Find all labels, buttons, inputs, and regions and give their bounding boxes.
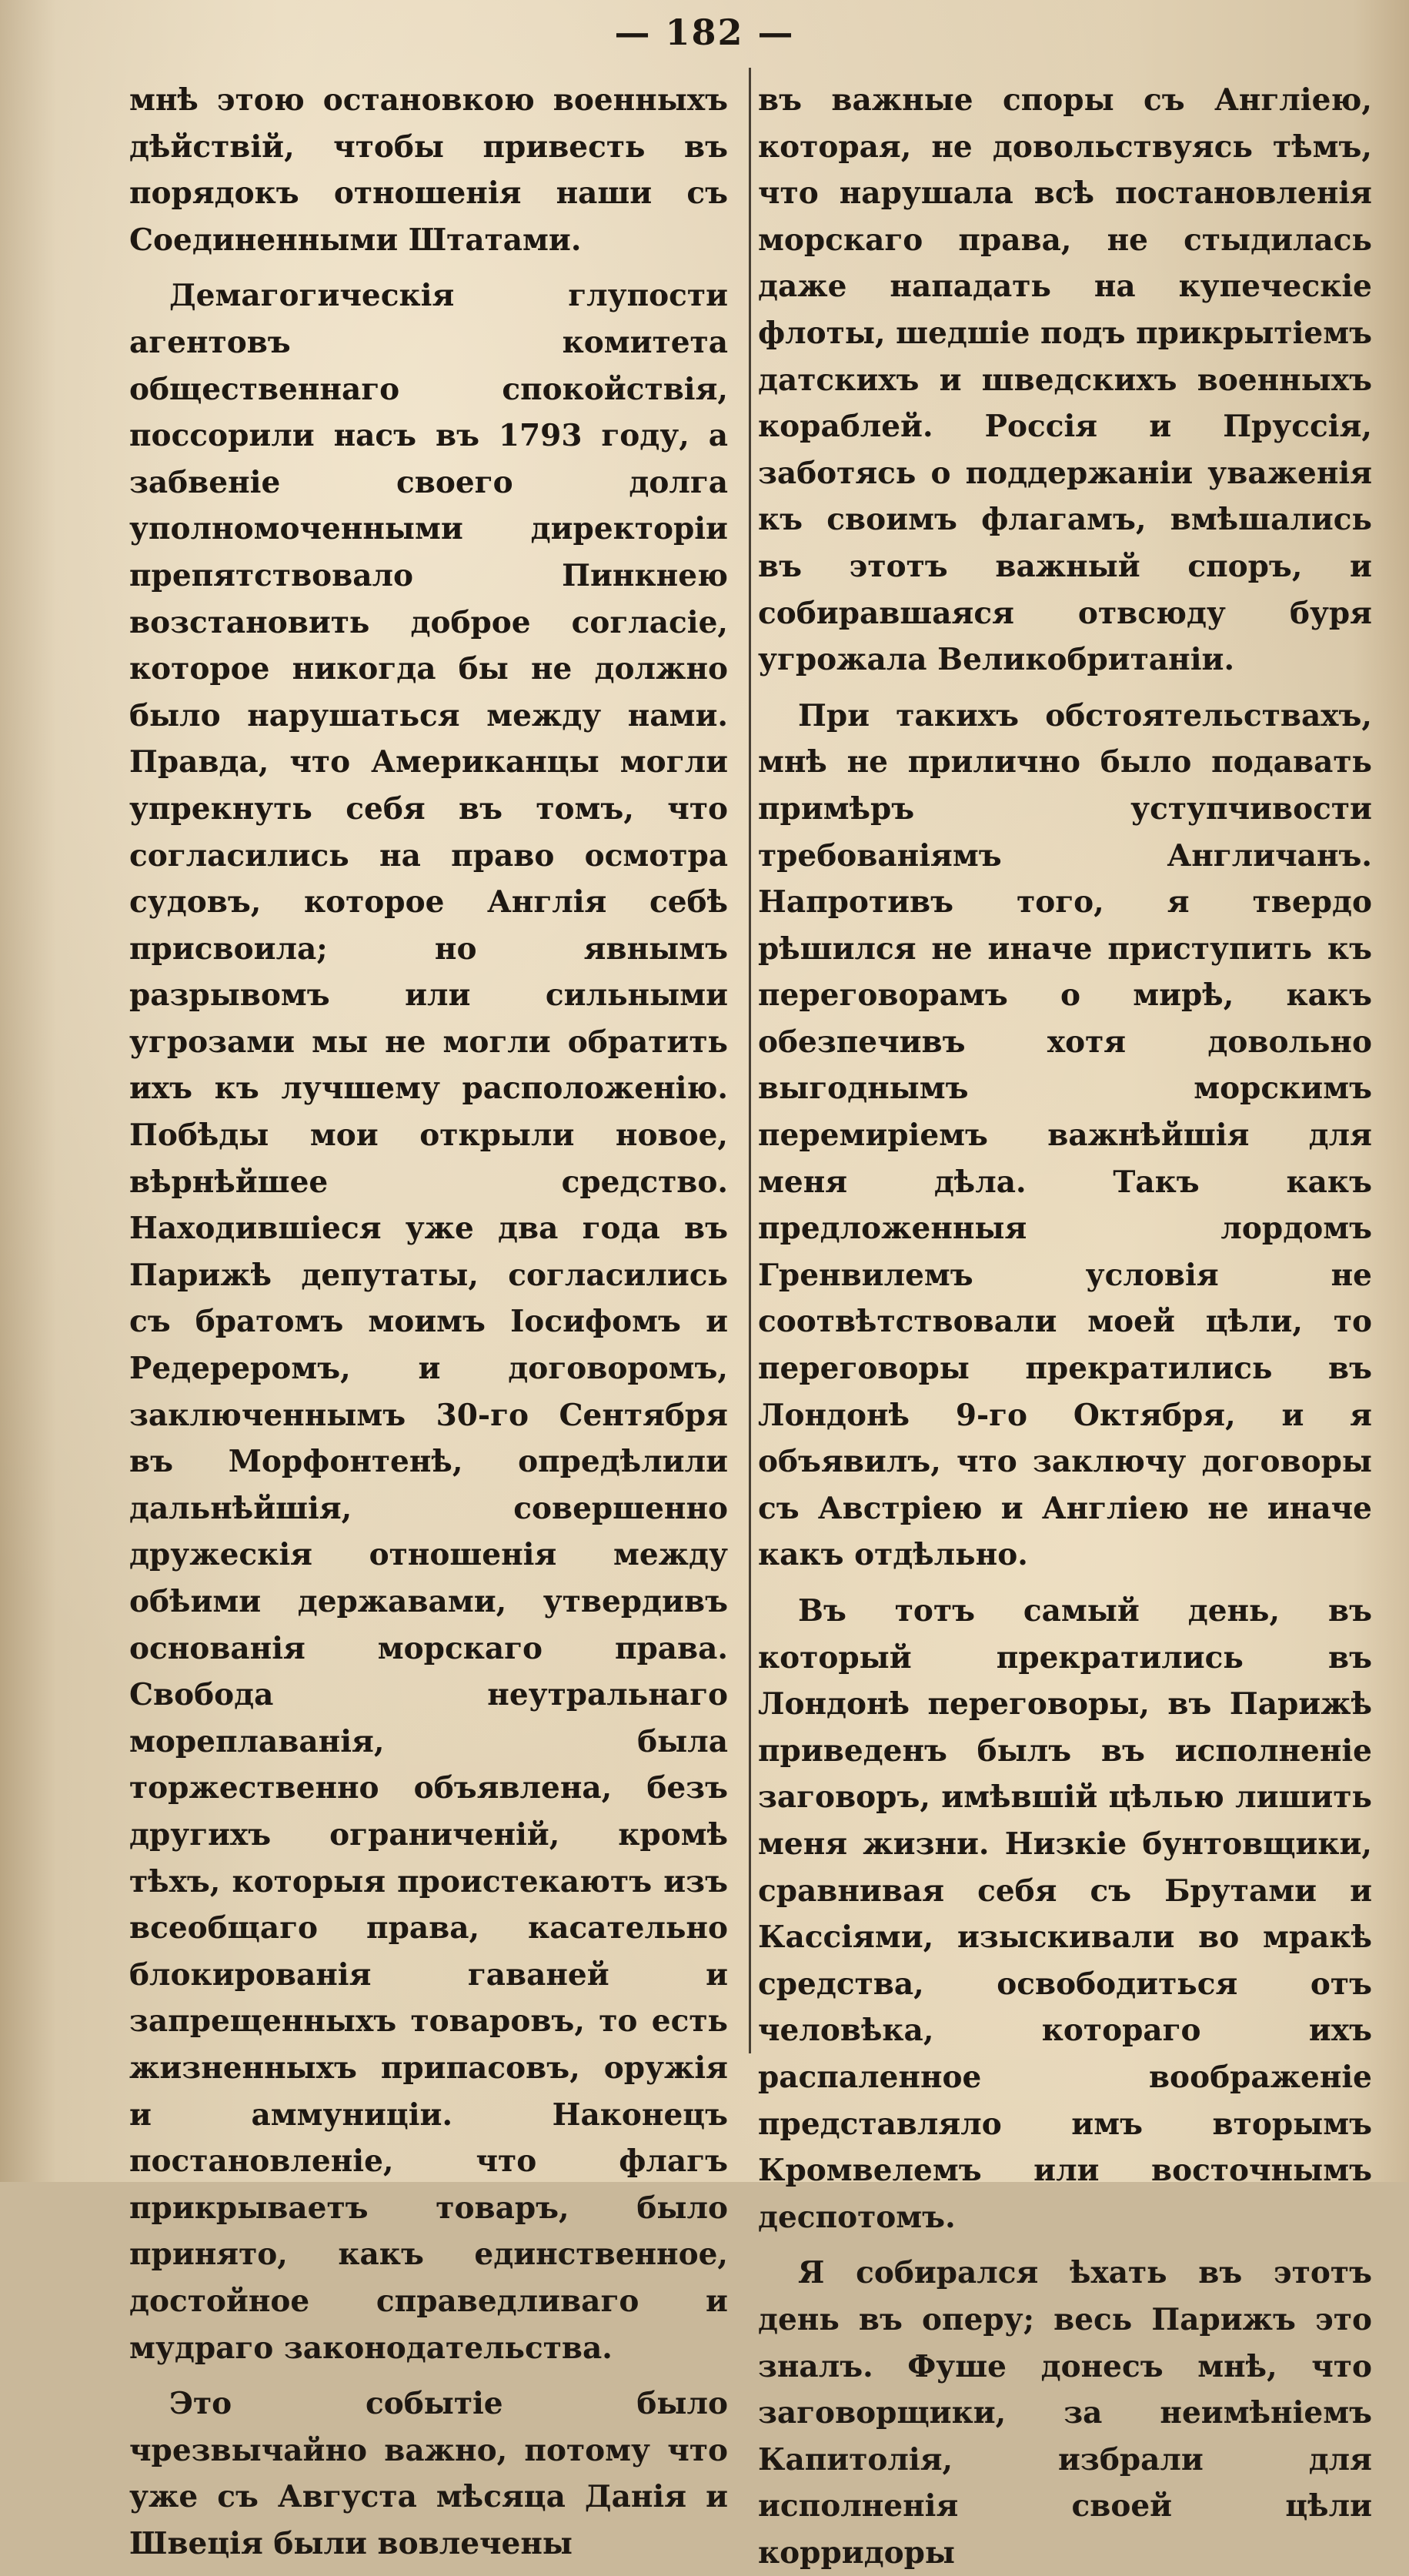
left-paragraph-2: Демагогическія глупости агентовъ комитета общественнаго спокойствія, поссорили насъ въ 1793 году, а забвеніе своего долга уполномоченными директоріи препятствовало Пинкнею возстановить доброе согласіе, которое никогда бы не должно было нарушаться между нами. Правда, что Американцы могли упрекнуть себя въ томъ, что согласились на право осмотра судовъ, которое Англія себѣ присвоила; но явнымъ разрывомъ или сильными угрозами мы не могли обратить ихъ къ лучшему расположенію. Побѣды мои открыли новое, вѣрнѣйшее средство. Находившіеся уже два года въ Парижѣ депутаты, согласились съ братомъ моимъ Іосифомъ и Редереромъ, и договоромъ, заключеннымъ 30-го Сентября въ Морфонтенѣ, опредѣлили дальнѣйшія, совершенно дружескія отношенія между обѣими державами, утвердивъ основанія морскаго права. Свобода неутральнаго мореплаванія, была торжественно объявлена, безъ другихъ ограниченій, кромѣ тѣхъ, которыя проистекаютъ изъ всеобщаго права, касательно блокированія гаваней и запрещенныхъ товаровъ, то есть жизненныхъ припасовъ, оружія и аммуниціи. Наконецъ постановленіе, что флагъ прикрываетъ товаръ, было принято, какъ единственное, достойное справедливаго и мудраго законодательства. xyxy=(129,278,728,2366)
column-divider xyxy=(749,68,751,2053)
left-paragraph-3: Это событіе было чрезвычайно важно, потому что уже съ Августа мѣсяца Данія и Швеція были вовлечены xyxy=(129,2386,728,2561)
left-paragraph-1: мнѣ этою остановкою военныхъ дѣйствій, чтобы привесть въ порядокъ отношенія наши съ Соединенными Штатами. xyxy=(129,82,728,258)
right-column xyxy=(758,77,1372,2576)
right-paragraph-4: Я собирался ѣхать въ этотъ день въ оперу; весь Парижъ это зналъ. Фуше донесъ мнѣ, что заговорщики, за неимѣніемъ Капитолія, избрали для исполненія своей цѣли корридоры xyxy=(758,2255,1372,2571)
page-number: — 182 — xyxy=(614,12,795,53)
right-paragraph-2: При такихъ обстоятельствахъ, мнѣ не прилично было подавать примѣръ уступчивости требованіямъ Англичанъ. Напротивъ того, я твердо рѣшился не иначе приступить къ переговорамъ о мирѣ, какъ обезпечивъ хотя довольно выгоднымъ морскимъ перемиріемъ важнѣйшія для меня дѣла. Такъ какъ предложенныя лордомъ Гренвилемъ условія не соотвѣтствовали моей цѣли, то переговоры прекратились въ Лондонѣ 9-го Октября, и я объявилъ, что заключу договоры съ Австріею и Англіею не иначе какъ отдѣльно. xyxy=(758,697,1372,1573)
right-paragraph-3: Въ тотъ самый день, въ который прекратились въ Лондонѣ переговоры, въ Парижѣ приведенъ былъ въ исполненіе заговоръ, имѣвшій цѣлью лишить меня жизни. Низкіе бунтовщики, сравнивая себя съ Брутами и Кассіями, изыскивали во мракѣ средства, освободиться отъ человѣка, котораго ихъ распаленное воображеніе представляло имъ вторымъ Кромвелемъ или восточнымъ деспотомъ. xyxy=(758,1593,1372,2235)
right-paragraph-1: въ важные споры съ Англіею, которая, не довольствуясь тѣмъ, что нарушала всѣ постановленія морскаго права, не стыдилась даже нападать на купеческіе флоты, шедшіе подъ прикрытіемъ датскихъ и шведскихъ военныхъ кораблей. Россія и Пруссія, заботясь о поддержаніи уваженія къ своимъ флагамъ, вмѣшались въ этотъ важный споръ, и собиравшаяся отвсюду буря угрожала Великобританіи. xyxy=(758,82,1372,678)
left-column xyxy=(129,77,728,2567)
